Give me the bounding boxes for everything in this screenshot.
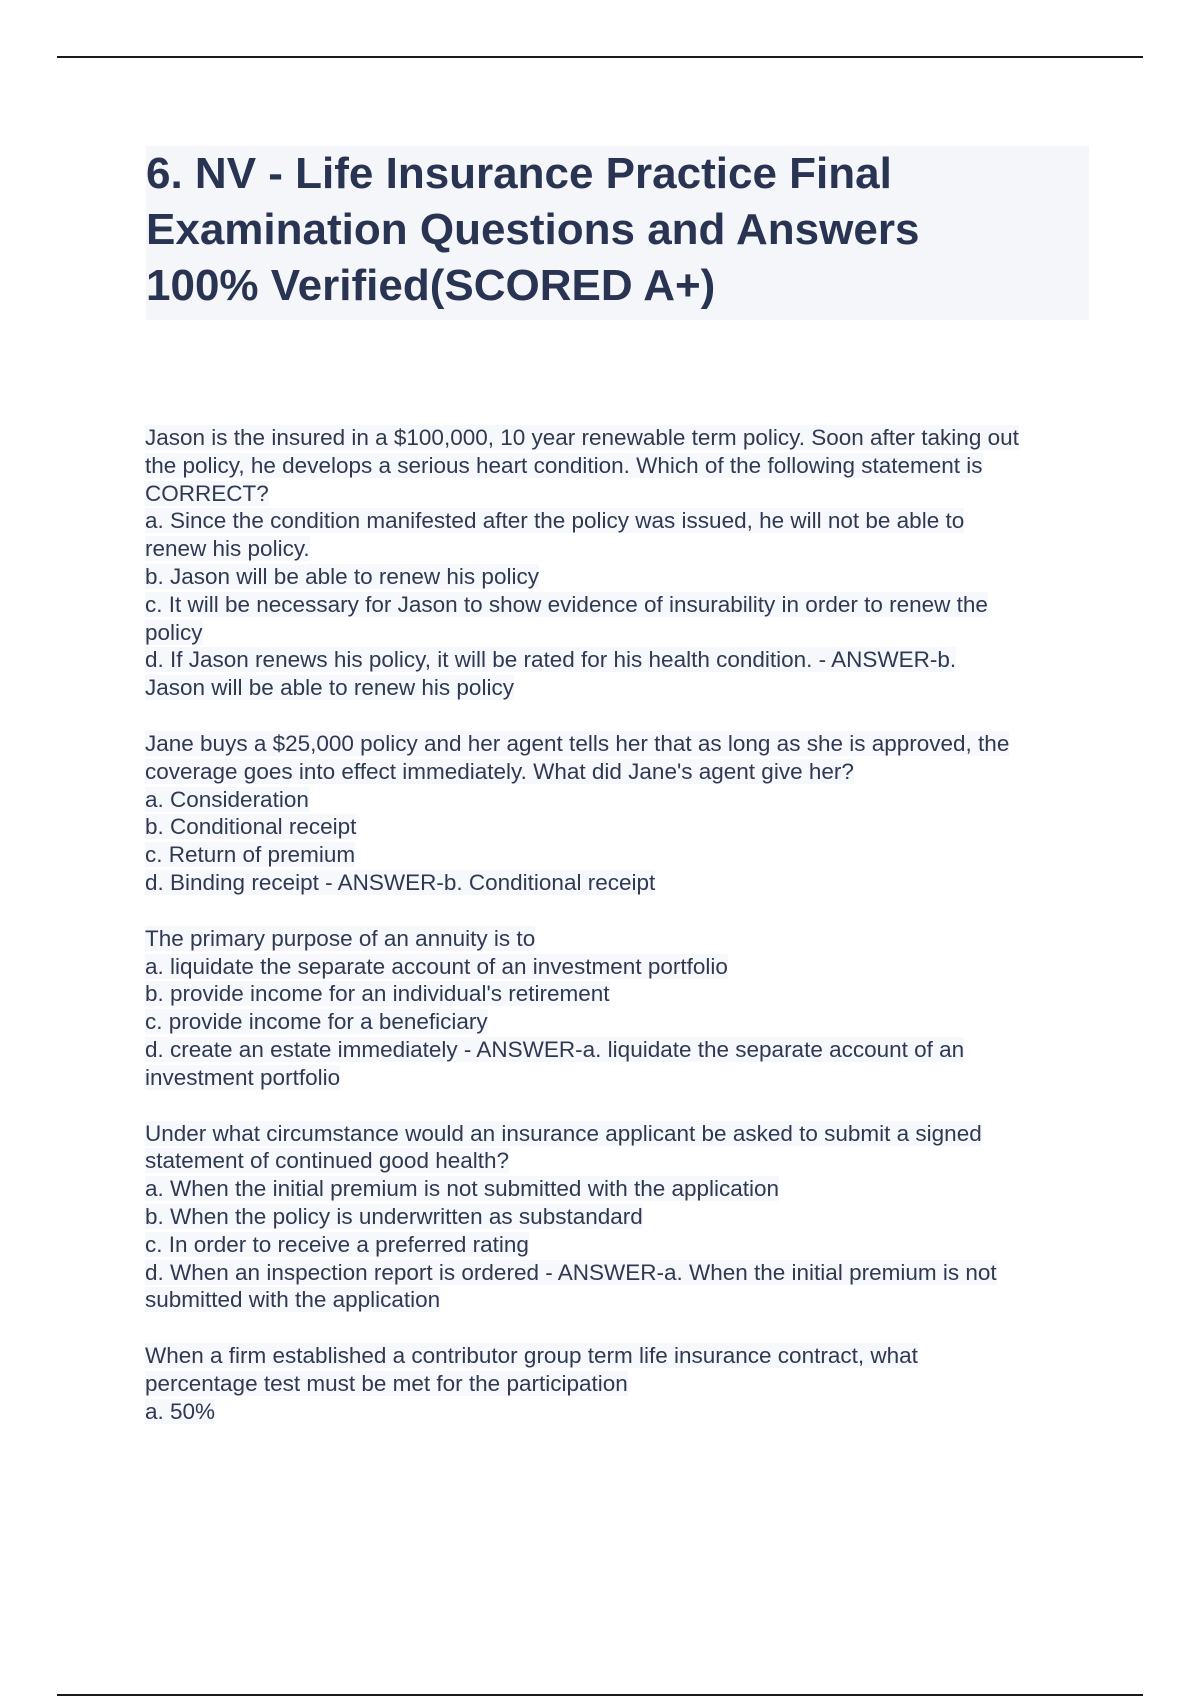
- qa-2-line-3: a. Consideration: [145, 786, 309, 812]
- qa-1-line-6: b. Jason will be able to renew his policy: [145, 563, 539, 589]
- qa-4-line-3: a. When the initial premium is not submitted with the application: [145, 1176, 780, 1202]
- qa-item-1: [145, 424, 1095, 702]
- qa-3-line-2: a. liquidate the separate account of an investment portfolio: [145, 953, 728, 979]
- title-line-3: 100% Verified(SCORED A+): [146, 261, 716, 310]
- qa-2-line-6: d. Binding receipt - ANSWER-b. Conditional receipt: [145, 869, 656, 895]
- qa-1-line-7: c. It will be necessary for Jason to show evidence of insurability in order to renew the: [145, 591, 988, 617]
- qa-2-line-1: Jane buys a $25,000 policy and her agent tells her that as long as she is approved, the: [145, 730, 1010, 756]
- qa-1-line-8: policy: [145, 619, 203, 645]
- qa-2-line-2: coverage goes into effect immediately. What did Jane's agent give her?: [145, 758, 854, 784]
- qa-1-line-4: a. Since the condition manifested after the policy was issued, he will not be able to: [145, 508, 965, 534]
- qa-item-4: [145, 1120, 1095, 1315]
- qa-4-line-1: Under what circumstance would an insurance applicant be asked to submit a signed: [145, 1120, 982, 1146]
- top-rule: [57, 56, 1143, 58]
- qa-item-2: [145, 730, 1095, 897]
- qa-4-line-4: b. When the policy is underwritten as substandard: [145, 1203, 643, 1229]
- qa-5-line-3: a. 50%: [145, 1398, 216, 1424]
- qa-4-line-6: d. When an inspection report is ordered - ANSWER-a. When the initial premium is not: [145, 1259, 997, 1285]
- qa-item-3: [145, 925, 1095, 1092]
- qa-3-line-5: d. create an estate immediately - ANSWER-a. liquidate the separate account of an: [145, 1036, 965, 1062]
- title-line-2: Examination Questions and Answers: [146, 205, 920, 254]
- qa-1-line-2: the policy, he develops a serious heart condition. Which of the following statement is: [145, 452, 983, 478]
- qa-4-line-7: submitted with the application: [145, 1287, 441, 1313]
- qa-5-line-2: percentage test must be met for the participation: [145, 1370, 628, 1396]
- qa-3-line-1: The primary purpose of an annuity is to: [145, 925, 536, 951]
- qa-1-line-1: Jason is the insured in a $100,000, 10 year renewable term policy. Soon after taking out: [145, 425, 1019, 450]
- qa-4-line-5: c. In order to receive a preferred rating: [145, 1231, 529, 1257]
- qa-item-5: [145, 1342, 1095, 1425]
- qa-1-line-3: CORRECT?: [145, 480, 269, 506]
- qa-2-line-4: b. Conditional receipt: [145, 814, 357, 840]
- qa-3-line-6: investment portfolio: [145, 1064, 341, 1090]
- document-title: [146, 146, 1089, 320]
- qa-3-line-3: b. provide income for an individual's retirement: [145, 981, 610, 1007]
- bottom-rule: [57, 1694, 1143, 1696]
- title-line-1: 6. NV - Life Insurance Practice Final: [146, 149, 892, 198]
- qa-3-line-4: c. provide income for a beneficiary: [145, 1009, 488, 1035]
- qa-4-line-2: statement of continued good health?: [145, 1148, 510, 1174]
- qa-1-line-10: Jason will be able to renew his policy: [145, 675, 514, 701]
- qa-list: [145, 424, 1095, 1454]
- qa-1-line-9: d. If Jason renews his policy, it will be rated for his health condition. - ANSWER-b.: [145, 647, 957, 673]
- qa-2-line-5: c. Return of premium: [145, 842, 356, 868]
- qa-5-line-1: When a firm established a contributor group term life insurance contract, what: [145, 1343, 918, 1369]
- qa-1-line-5: renew his policy.: [145, 536, 310, 562]
